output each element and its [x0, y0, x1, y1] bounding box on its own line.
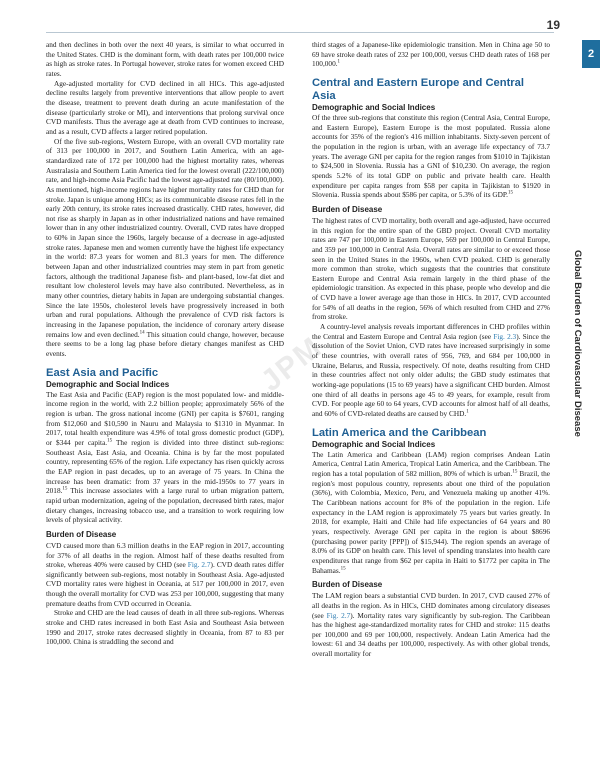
reference-superscript: 1 — [337, 59, 341, 65]
text-run: CVD caused more than 6.3 million deaths in the EAP region in 2017, accounting for 37% of all deaths in the region. Almost half of these deaths resulted from stroke, whereas 40% were caused by CHD (see — [46, 540, 284, 570]
text-run: This increase associates with a large rural to urban migration pattern, rapid urban modernization, ageing of the population, decreased birth rates, major dietary changes, increasing tobacco use, and a transition to work requiring low levels of physical activity. — [46, 486, 284, 525]
chapter-tab: 2 — [582, 40, 600, 68]
paragraph: Age-adjusted mortality for CVD declined in all HICs. This age-adjusted decline results largely from preventive interventions that allow people to avert the disease, treatment to prevent death during an acute manifestation of the disease (particularly stroke or MI), and interventions that prolong survival once CVD manifests. Thus the average age at death from CVD continues to increase, and as a result, CVD affects a larger retired population. — [46, 78, 284, 136]
text-run: Of the five sub-regions, Western Europe, with an overall CVD mortality rate of 313 per 100,000 in 2017, and Southern Latin America, with an age-standardized rate of 172 per 100,000 had the highest mortality rates, whereas Australasia and Southern Latin America tied for the lowest overall (222/100,000) rate, and high-income Asia Pacific had the lowest age-adjusted rate (80/100,000). As mentioned, high-income regions have higher mortality rates for CHD than for stroke. Japan is unique among HICs; as its communicable disease rates fell in the early 20th century, its stroke rates increased drastically. CHD rates, however, did not rise as sharply in Japan as in other industrialized nations and have remained lower than in any other industrialized country. Overall, CVD rates have dropped to 60% in Japan since the 1960s, largely because of a decrease in age-adjusted stroke rates. Japanese men and women currently have the highest life expectancy in the world: 87.3 years for women and 81.3 years for men. The difference between Japan and other industrialized countries may stem in part from genetic factors, although the traditional Japanese fish- and plant-based, low-fat diet and resultant low cholesterol levels may have also contributed. Nevertheless, as in many other countries, dietary habits in Japan are undergoing substantial changes. Since the late 1950s, cholesterol levels have progressively increased in both urban and rural populations. Although the prevalence of CVD risk factors is increasing in the Japanese population, the incidence of coronary artery disease remains low and even declined. — [46, 136, 284, 339]
section-heading: East Asia and Pacific — [46, 366, 159, 379]
header-rule — [46, 32, 554, 33]
text-run: ). Mortality rates vary significantly by sub-region. The Caribbean has the highest age-standardized mortality rates for CHD and stroke: 115 deaths per 100,000 and 69 per 100,000, respectively. Andean Latin America had the lowest: 61 and 34 deaths per 100,000, respectively. As with other global trends, overall mortality for — [312, 610, 551, 659]
paragraph — [312, 322, 550, 419]
subsection-heading: Burden of Disease — [312, 204, 383, 214]
text-run: The East Asia and Pacific (EAP) region is the most populated low- and middle-income region in the world, with 2.2 billion people; approximately 56% of the region is urban. The gross national income (GNI) per capita is $7601, ranging from $12,060 and $10,590 in Nauru and Malaysia to $1310 in Myanmar. In 2017, total health expenditure was 4.9% of total gross domestic product (GDP), or $344 per capita. — [46, 389, 284, 447]
page-number: 19 — [546, 18, 560, 32]
subsection-heading: Demographic and Social Indices — [312, 439, 436, 449]
paragraph — [312, 591, 550, 659]
right-column — [312, 40, 550, 659]
text-run: The region is divided into three distinct sub-regions: Southeast Asia, East Asia, and Oceania. China is by far the most populated country, representing 65% of the region. Life expectancy has risen quickly across the EAP region in past decades, up to an average of 75 years. In China the increase has been dramatic: from 37 years in the mid-1950s to 77 years in 2018. — [46, 437, 284, 496]
reference-superscript: 15 — [507, 190, 513, 196]
text-run: The LAM region bears a substantial CVD burden. In 2017, CVD caused 27% of all deaths in the region. As in HICs, CHD dominates among circulatory diseases (see — [312, 591, 550, 620]
section-heading: Central and Eastern Europe and Central Asia — [312, 76, 524, 102]
figure-link[interactable]: Fig. 2.3 — [493, 331, 517, 341]
reference-superscript: 1 — [466, 409, 469, 415]
subsection-heading: Demographic and Social Indices — [46, 379, 170, 389]
paragraph — [46, 390, 284, 525]
reference-superscript: 15 — [107, 438, 113, 444]
text-run: A country-level analysis reveals important differences in CHD profiles within the Central and Eastern Europe and Central Asia region (see — [312, 322, 550, 341]
paragraph: Stroke and CHD are the lead causes of death in all three sub-regions. Whereas stroke and CHD rates increased in both East Asia and Southeast Asia between 1990 and 2017, stroke rates decreased slightly in Oceania, from 87 to 83 per 100,000. China is straddling the second and — [46, 608, 284, 647]
text-run: third stages of a Japanese-like epidemiologic transition. Men in China age 50 to 69 have stroke death rates of 232 per 100,000, versus CHD death rates of 168 per 100,000. — [312, 40, 550, 69]
text-run: ). CVD death rates differ significantly between sub-regions, most notably in Southeast Asia. Age-adjusted CVD mortality rates were highest in Oceania, at 517 per 100,000 in 2017, even though the overall mortality for CVD was 253 per 100,000, suggesting that many premature deaths from CVD occurred in Oceania. — [46, 560, 285, 608]
reference-superscript: 15 — [340, 566, 346, 572]
running-title: Global Burden of Cardiovascular Disease — [572, 250, 583, 437]
watermark: JPM — [255, 330, 329, 399]
reference-superscript: 15 — [62, 486, 68, 492]
paragraph — [46, 137, 284, 359]
paragraph: and then declines in both over the next 40 years, is similar to what occurred in the United States. CHD is the dominant form, with death rates per 100,000 twice as high as stroke rates. In Portugal however, stroke rates for women exceed CHD rates. — [46, 40, 284, 78]
text-run: Brazil, the region's most populous country, represents about one third of the population (36%), with Colombia, Mexico, Peru, and Venezuela making up another 41%. The Caribbean nations account for 8% of the population in the region. Life expectancy in the LAM region is approximately 75 years but varies greatly. In 2018, for example, Haiti and Chile had life expectancies of 64 years and 80 years, respectively. Average GNI per capita in the region is about $8696 (purchasing power parity [PPP]) of $15,944). The region spends an average of 8.0% of its GDP on health care. This level of spending translates into health care expenditures that range from $62 per capita in Haiti to $1772 per capita in The Bahamas. — [312, 468, 551, 575]
paragraph — [312, 450, 550, 576]
text-run: Of the three sub-regions that constitute this region (Central Asia, Central Europe, and Eastern Europe), Eastern Europe is the most populated. Russia alone accounts for 35% of the region's 416 million inhabitants. Sixty-seven percent of the population in the region is urban, with an average life expectancy of 73.7 years. The average GNI per capita for the region ranges from $1010 in Tajikistan to $24,500 in Slovenia. Russia has a GNI of $10,230. On average, the region spends 5.2% of its total GDP on public and private health care. Health expenditure per capita ranges from $58 per capita in Tajikistan to $1920 in Slovenia. Russia spends about $586 per capita, or 5.3% of its GDP. — [312, 112, 550, 200]
section-heading: Latin America and the Caribbean — [312, 426, 487, 439]
paragraph: The highest rates of CVD mortality, both overall and age-adjusted, have occurred in this region for the entire span of the GBD project. Overall CVD mortality rates are 747 per 100,000 in Eastern Europe, 569 per 100,000 in Central Europe, and 359 per 100,000 in Central Asia. Overall rates are similar to or exceed those seen in the United States in the 1960s, when CVD peaked. CHD is generally more common than stroke, which suggests that the countries that constitute Eastern Europe and Central Asia remain largely in the third phase of the epidemiologic transition. As expected in this phase, people who develop and die of CVD have a lower average age than those in HICs. In 2017, CVD accounted for 54% of all deaths in the region, 56% of which resulted from CHD and 27% from stroke. — [312, 215, 550, 322]
figure-link[interactable]: Fig. 2.7 — [326, 610, 351, 620]
reference-superscript: 15 — [512, 469, 518, 475]
subsection-heading: Demographic and Social Indices — [312, 102, 436, 112]
text-run: The Latin America and Caribbean (LAM) region comprises Andean Latin America, Central Latin America, Tropical Latin America, and the Caribbean. The region has a total population of 582 million, 80% of which is urban. — [312, 449, 550, 478]
subsection-heading: Burden of Disease — [312, 580, 383, 590]
figure-link[interactable]: Fig. 2.7 — [187, 560, 211, 570]
subsection-heading: Burden of Disease — [46, 529, 117, 539]
left-column — [46, 40, 284, 647]
text-run: This situation could change, however, because there seems to be a long lag phase before dietary changes manifest as CHD events. — [46, 329, 284, 358]
paragraph — [312, 113, 550, 200]
text-run: ). Since the dissolution of the Soviet Union, CVD rates have increased surprisingly in some of these countries, with overall rates of 956, 769, and 684 per 100,000 in Ukraine, Belarus, and Russia, respectively. Of note, deaths resulting from CHD in these countries affect not only older adults; the GBD study estimates that working-age populations (15 to 69 years) have a significant CHD burden. Almost one third of all deaths in persons age 45 to 49 years, for example, result from CVD. For people age 60 to 64 years, CVD accounts for almost half of all deaths, and 60% of CVD-related deaths are caused by CHD. — [312, 331, 550, 418]
paragraph — [46, 541, 284, 609]
reference-superscript: 14 — [139, 330, 145, 336]
paragraph — [312, 40, 550, 69]
